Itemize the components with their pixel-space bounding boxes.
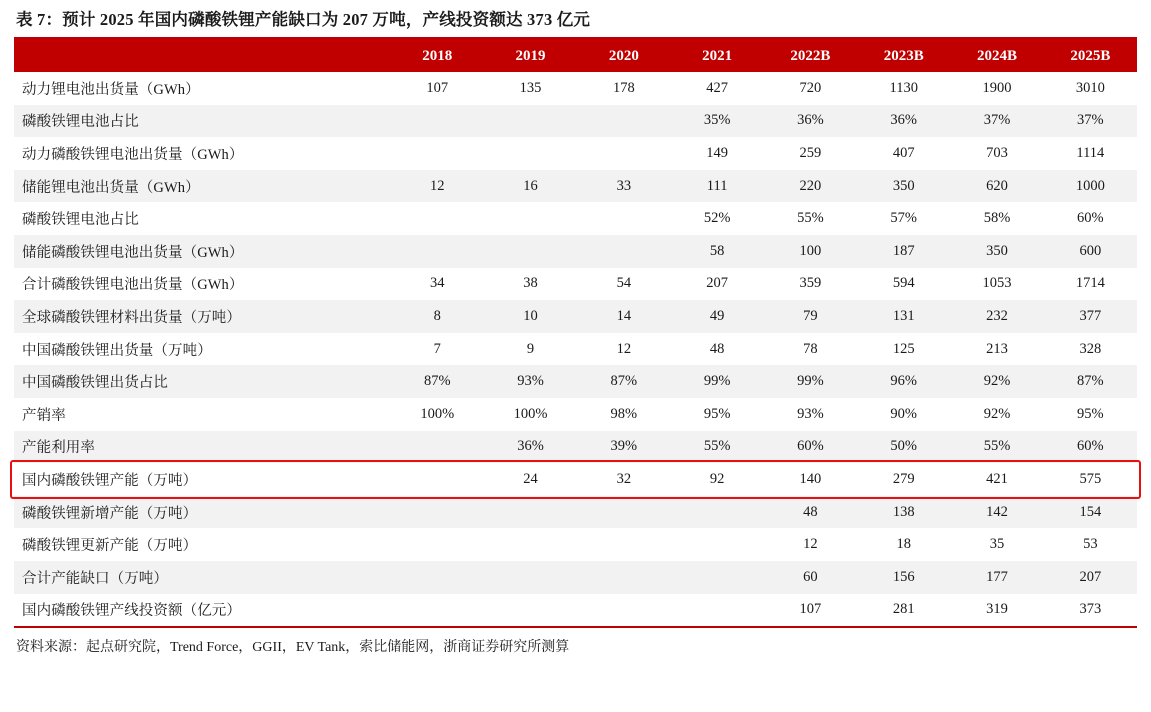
table-cell: 1714 <box>1044 268 1137 301</box>
table-row <box>14 137 1137 170</box>
row-label: 磷酸铁锂电池占比 <box>14 105 391 138</box>
table-cell: 125 <box>857 333 950 366</box>
table-cell: 37% <box>950 105 1043 138</box>
table-cell: 87% <box>577 365 670 398</box>
table-cell: 220 <box>764 170 857 203</box>
table-cell: 140 <box>764 463 857 496</box>
table-cell: 377 <box>1044 300 1137 333</box>
table-cell <box>670 561 763 594</box>
table-cell: 95% <box>670 398 763 431</box>
row-label: 磷酸铁锂新增产能（万吨） <box>14 496 391 529</box>
table-cell: 60% <box>764 431 857 464</box>
table-row <box>14 365 1137 398</box>
table-cell: 281 <box>857 594 950 627</box>
table-cell: 58 <box>670 235 763 268</box>
row-label: 储能磷酸铁锂电池出货量（GWh） <box>14 235 391 268</box>
table-row <box>14 594 1137 627</box>
table-cell: 350 <box>857 170 950 203</box>
table-cell: 18 <box>857 528 950 561</box>
row-label: 合计磷酸铁锂电池出货量（GWh） <box>14 268 391 301</box>
table-cell: 213 <box>950 333 1043 366</box>
table-cell: 50% <box>857 431 950 464</box>
table-cell: 207 <box>1044 561 1137 594</box>
table-row <box>14 300 1137 333</box>
table-cell: 12 <box>764 528 857 561</box>
table-cell: 54 <box>577 268 670 301</box>
table-header <box>14 40 1137 72</box>
table-cell: 328 <box>1044 333 1137 366</box>
table-row <box>14 105 1137 138</box>
table-cell: 92% <box>950 398 1043 431</box>
table-cell: 232 <box>950 300 1043 333</box>
column-header-2023b: 2023B <box>857 40 950 72</box>
table-cell: 39% <box>577 431 670 464</box>
table-cell: 1900 <box>950 72 1043 105</box>
table-cell: 100% <box>391 398 484 431</box>
table-row <box>14 72 1137 105</box>
table-cell <box>577 137 670 170</box>
table-cell <box>670 594 763 627</box>
table-cell: 720 <box>764 72 857 105</box>
row-label: 磷酸铁锂电池占比 <box>14 202 391 235</box>
table-cell: 36% <box>484 431 577 464</box>
table-cell: 703 <box>950 137 1043 170</box>
table-cell <box>670 496 763 529</box>
table-cell: 373 <box>1044 594 1137 627</box>
data-table <box>14 40 1137 626</box>
table-row <box>14 235 1137 268</box>
table-cell: 52% <box>670 202 763 235</box>
table-cell <box>391 561 484 594</box>
table-cell: 35% <box>670 105 763 138</box>
table-cell: 620 <box>950 170 1043 203</box>
table-cell: 79 <box>764 300 857 333</box>
table-cell: 154 <box>1044 496 1137 529</box>
table-cell: 177 <box>950 561 1043 594</box>
table-row <box>14 202 1137 235</box>
table-cell: 407 <box>857 137 950 170</box>
table-cell: 100% <box>484 398 577 431</box>
table-cell: 33 <box>577 170 670 203</box>
table-cell: 600 <box>1044 235 1137 268</box>
table-row <box>14 398 1137 431</box>
table-cell: 78 <box>764 333 857 366</box>
table-row <box>14 170 1137 203</box>
table-cell: 60% <box>1044 431 1137 464</box>
table-row <box>14 463 1137 496</box>
table-cell <box>577 202 670 235</box>
table-cell: 37% <box>1044 105 1137 138</box>
table-cell <box>391 235 484 268</box>
table-cell: 34 <box>391 268 484 301</box>
row-label: 中国磷酸铁锂出货占比 <box>14 365 391 398</box>
table-cell: 319 <box>950 594 1043 627</box>
table-cell: 575 <box>1044 463 1137 496</box>
table-cell: 36% <box>764 105 857 138</box>
table-cell <box>577 528 670 561</box>
table-cell: 107 <box>391 72 484 105</box>
row-label: 国内磷酸铁锂产线投资额（亿元） <box>14 594 391 627</box>
row-label: 动力磷酸铁锂电池出货量（GWh） <box>14 137 391 170</box>
table-cell: 421 <box>950 463 1043 496</box>
table-row <box>14 528 1137 561</box>
table-cell <box>484 561 577 594</box>
row-label: 产能利用率 <box>14 431 391 464</box>
table-cell: 131 <box>857 300 950 333</box>
table-cell: 55% <box>764 202 857 235</box>
table-row <box>14 333 1137 366</box>
table-body <box>14 72 1137 626</box>
table-cell <box>484 137 577 170</box>
table-cell: 10 <box>484 300 577 333</box>
table-cell: 49 <box>670 300 763 333</box>
table-cell: 207 <box>670 268 763 301</box>
table-cell: 58% <box>950 202 1043 235</box>
table-row <box>14 496 1137 529</box>
table-cell: 90% <box>857 398 950 431</box>
table-cell: 95% <box>1044 398 1137 431</box>
table-cell: 259 <box>764 137 857 170</box>
table-cell: 24 <box>484 463 577 496</box>
table-cell <box>577 105 670 138</box>
table-cell: 92 <box>670 463 763 496</box>
table-cell: 57% <box>857 202 950 235</box>
table-cell: 12 <box>391 170 484 203</box>
table-cell: 107 <box>764 594 857 627</box>
table-cell <box>391 528 484 561</box>
table-cell: 138 <box>857 496 950 529</box>
table-cell <box>484 594 577 627</box>
table-cell: 8 <box>391 300 484 333</box>
table-cell <box>484 105 577 138</box>
column-header-2025b: 2025B <box>1044 40 1137 72</box>
table-cell: 359 <box>764 268 857 301</box>
table-cell <box>391 105 484 138</box>
table-cell: 48 <box>764 496 857 529</box>
table-cell <box>484 202 577 235</box>
table-cell: 1114 <box>1044 137 1137 170</box>
table-cell: 35 <box>950 528 1043 561</box>
table-cell: 87% <box>391 365 484 398</box>
table-cell: 1130 <box>857 72 950 105</box>
table-cell: 99% <box>670 365 763 398</box>
table-cell: 87% <box>1044 365 1137 398</box>
table-cell <box>484 528 577 561</box>
table-cell <box>484 235 577 268</box>
table-cell: 9 <box>484 333 577 366</box>
table-cell: 55% <box>670 431 763 464</box>
column-header-2019: 2019 <box>484 40 577 72</box>
table-cell: 12 <box>577 333 670 366</box>
table-cell <box>577 496 670 529</box>
row-label: 储能锂电池出货量（GWh） <box>14 170 391 203</box>
table-cell: 98% <box>577 398 670 431</box>
table-cell <box>391 463 484 496</box>
row-label: 动力锂电池出货量（GWh） <box>14 72 391 105</box>
table-row <box>14 268 1137 301</box>
table-cell: 99% <box>764 365 857 398</box>
table-cell: 111 <box>670 170 763 203</box>
table-cell: 427 <box>670 72 763 105</box>
table-cell: 7 <box>391 333 484 366</box>
table-cell: 48 <box>670 333 763 366</box>
table-cell: 135 <box>484 72 577 105</box>
row-label: 产销率 <box>14 398 391 431</box>
table-cell: 14 <box>577 300 670 333</box>
row-label: 全球磷酸铁锂材料出货量（万吨） <box>14 300 391 333</box>
column-header-2018: 2018 <box>391 40 484 72</box>
table-cell <box>391 137 484 170</box>
table-cell: 178 <box>577 72 670 105</box>
column-header-2024b: 2024B <box>950 40 1043 72</box>
table-cell: 149 <box>670 137 763 170</box>
row-label: 中国磷酸铁锂出货量（万吨） <box>14 333 391 366</box>
table-cell: 100 <box>764 235 857 268</box>
table-cell: 96% <box>857 365 950 398</box>
table-cell: 93% <box>484 365 577 398</box>
column-header-label <box>14 40 391 72</box>
table-cell <box>577 561 670 594</box>
table-cell: 3010 <box>1044 72 1137 105</box>
column-header-2020: 2020 <box>577 40 670 72</box>
table-cell: 279 <box>857 463 950 496</box>
column-header-2021: 2021 <box>670 40 763 72</box>
table-cell <box>391 496 484 529</box>
table-cell: 32 <box>577 463 670 496</box>
table-cell: 1000 <box>1044 170 1137 203</box>
row-label: 国内磷酸铁锂产能（万吨） <box>14 463 391 496</box>
table-cell: 38 <box>484 268 577 301</box>
table-cell <box>391 202 484 235</box>
column-header-2022b: 2022B <box>764 40 857 72</box>
row-label: 合计产能缺口（万吨） <box>14 561 391 594</box>
table-cell: 142 <box>950 496 1043 529</box>
table-cell: 60 <box>764 561 857 594</box>
table-cell: 156 <box>857 561 950 594</box>
header-row <box>14 40 1137 72</box>
table-cell: 55% <box>950 431 1043 464</box>
table-cell: 92% <box>950 365 1043 398</box>
table-cell <box>577 594 670 627</box>
table-cell: 187 <box>857 235 950 268</box>
source-note: 资料来源：起点研究院，Trend Force，GGII，EV Tank，索比储能网，浙商证券研究所测算 <box>16 640 570 656</box>
table-row <box>14 431 1137 464</box>
table-cell: 16 <box>484 170 577 203</box>
table-cell: 93% <box>764 398 857 431</box>
table-cell: 1053 <box>950 268 1043 301</box>
figure-title: 表 7：预计 2025 年国内磷酸铁锂产能缺口为 207 万吨，产线投资额达 373 亿元 <box>16 10 591 29</box>
table-cell: 60% <box>1044 202 1137 235</box>
table-cell <box>577 235 670 268</box>
table-cell: 36% <box>857 105 950 138</box>
table-cell: 594 <box>857 268 950 301</box>
table-cell <box>484 496 577 529</box>
table-cell: 350 <box>950 235 1043 268</box>
table-cell <box>391 431 484 464</box>
table-cell <box>391 594 484 627</box>
table-cell <box>670 528 763 561</box>
table-cell: 53 <box>1044 528 1137 561</box>
row-label: 磷酸铁锂更新产能（万吨） <box>14 528 391 561</box>
table-row <box>14 561 1137 594</box>
